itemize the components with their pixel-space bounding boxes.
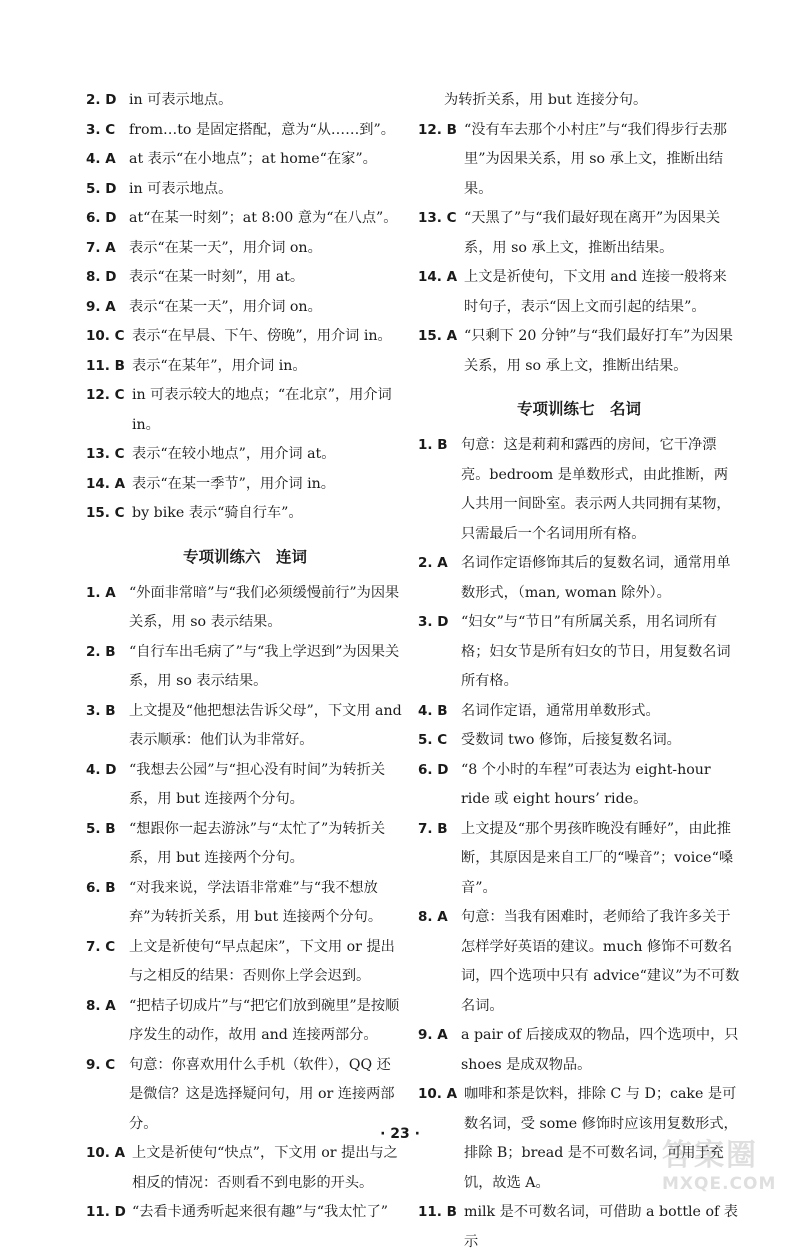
answer-item — [86, 234, 404, 264]
answer-number: 11. B — [86, 357, 125, 374]
answer-item — [86, 352, 404, 382]
answer-explanation: 表示“在某一天”，用介词 on。 — [129, 298, 322, 315]
answer-item — [86, 322, 404, 352]
answer-number: 11. D — [86, 1204, 126, 1220]
answer-explanation: “外面非常暗”与“我们必须缓慢前行”为因果关系，用 so 表示结果。 — [129, 584, 400, 630]
answer-item — [86, 499, 404, 529]
answer-number: 4. B — [418, 702, 448, 719]
answer-explanation: 表示“在较小地点”，用介词 at。 — [132, 446, 336, 462]
answer-item — [418, 549, 740, 608]
answer-number: 14. A — [86, 475, 126, 492]
answer-explanation: “自行车出毛病了”与“我上学迟到”为因果关系，用 so 表示结果。 — [129, 643, 400, 689]
answer-explanation: milk 是不可数名词，可借助 a bottle of 表示 — [464, 1204, 738, 1250]
answer-number: 9. A — [86, 298, 116, 315]
right-column — [418, 86, 740, 1257]
answer-number: 13. C — [418, 210, 457, 226]
answer-number: 15. C — [86, 505, 125, 521]
answer-explanation: a pair of 后接成双的物品，四个选项中，只 shoes 是成双物品。 — [461, 1027, 739, 1073]
answer-explanation: “对我来说，学法语非常难”与“我不想放弃”为转折关系，用 but 连接两个分句。 — [129, 879, 383, 925]
answer-explanation: 上文是祈使句，下文用 and 连接一般将来时句子，表示“因上文而引起的结果”。 — [464, 269, 727, 315]
answer-explanation: “想跟你一起去游泳”与“太忙了”为转折关系，用 but 连接两个分句。 — [129, 820, 386, 866]
continuation-text: 为转折关系，用 but 连接分句。 — [444, 92, 648, 108]
right-answers-conjunctions — [418, 116, 740, 382]
answer-number: 12. B — [418, 121, 457, 138]
answer-number: 6. B — [86, 879, 116, 896]
answer-explanation: “去看卡通秀听起来很有趣”与“我太忙了” — [132, 1204, 389, 1220]
answer-number: 5. B — [86, 820, 116, 837]
answer-item — [86, 638, 404, 697]
left-answers-prepositions — [86, 86, 404, 529]
answer-number: 2. A — [418, 555, 448, 571]
answer-number: 7. B — [418, 820, 448, 837]
answer-item — [418, 756, 740, 815]
answer-explanation: “只剩下 20 分钟”与“我们最好打车”为因果关系，用 so 承上文，推断出结果。 — [464, 328, 733, 374]
answer-explanation: at“在某一时刻”；at 8:00 意为“在八点”。 — [129, 210, 398, 226]
section-heading-conjunctions: 专项训练六 连词 — [182, 547, 307, 566]
answer-number: 5. C — [418, 732, 448, 748]
answer-explanation: “我想去公园”与“担心没有时间”为转折关系，用 but 连接两个分句。 — [129, 761, 386, 807]
answer-explanation: 句意：这是莉莉和露西的房间，它干净漂亮。bedroom 是单数形式，由此推断，两人共用一间卧室。表示两人共同拥有某物，只需最后一个名词用所有格。 — [461, 437, 731, 542]
answer-number: 8. D — [86, 269, 117, 285]
answer-item — [418, 116, 740, 205]
answer-item — [418, 697, 740, 727]
answer-number: 7. A — [86, 239, 116, 256]
answer-explanation: “没有车去那个小村庄”与“我们得步行去那里”为因果关系，用 so 承上文，推断出结果。 — [464, 121, 727, 197]
answer-number: 10. C — [86, 328, 125, 344]
answer-number: 8. A — [86, 997, 116, 1014]
answer-explanation: 句意：你喜欢用什么手机（软件），QQ 还是微信？这是选择疑问句，用 or 连接两部分。 — [129, 1056, 395, 1132]
left-column — [86, 86, 404, 1228]
answer-explanation: “8 个小时的车程”可表达为 eight-hour ride 或 eight hours’ ride。 — [461, 761, 711, 807]
answer-item — [418, 815, 740, 904]
answer-explanation: 受数词 two 修饰，后接复数名词。 — [461, 732, 681, 748]
answer-item — [86, 874, 404, 933]
section-heading-nouns: 专项训练七 名词 — [516, 400, 641, 418]
answer-explanation: from…to 是固定搭配，意为“从……到”。 — [129, 121, 395, 138]
answer-item — [418, 1021, 740, 1080]
answer-item — [86, 697, 404, 756]
answer-explanation: in 可表示地点。 — [129, 92, 233, 108]
answer-item — [86, 175, 404, 205]
answer-explanation: 表示“在某年”，用介词 in。 — [132, 357, 307, 374]
watermark-text-en: MXQE.COM — [662, 1174, 777, 1194]
answer-item — [86, 1139, 404, 1198]
answer-number: 2. D — [86, 92, 117, 108]
answer-number: 3. B — [86, 702, 116, 719]
answer-explanation: 上文是祈使句“快点”，下文用 or 提出与之相反的情况：否则看不到电影的开头。 — [132, 1145, 398, 1191]
answer-number: 8. A — [418, 909, 448, 925]
answer-item — [86, 440, 404, 470]
answer-item — [86, 579, 404, 638]
answer-item — [418, 204, 740, 263]
answer-number: 7. C — [86, 938, 116, 955]
answer-number: 9. A — [418, 1027, 448, 1043]
answer-explanation: in 可表示较大的地点；“在北京”，用介词 in。 — [132, 387, 392, 433]
answer-number: 4. A — [86, 151, 116, 167]
answer-explanation: 上文提及“那个男孩昨晚没有睡好”，由此推断，其原因是来自工厂的“噪音”；voice“嗓音”。 — [461, 820, 734, 896]
answer-item — [418, 726, 740, 756]
answer-number: 10. A — [86, 1145, 126, 1161]
answer-explanation: 表示“在某一季节”，用介词 in。 — [132, 475, 335, 492]
answer-number: 11. B — [418, 1204, 457, 1220]
answer-item — [86, 933, 404, 992]
answer-explanation: 上文提及“他把想法告诉父母”，下文用 and 表示顺承：他们认为非常好。 — [129, 702, 402, 748]
answer-explanation: in 可表示地点。 — [129, 180, 233, 197]
answer-item — [86, 293, 404, 323]
answer-explanation: 句意：当我有困难时，老师给了我许多关于怎样学好英语的建议。much 修饰不可数名词，四个选项中只有 advice“建议”为不可数名词。 — [461, 909, 740, 1014]
answer-explanation: 咖啡和茶是饮料，排除 C 与 D；cake 是可数名词，受 some 修饰时应该用复数形式，排除 B；bread 是不可数名词，可用于充饥，故选 A。 — [464, 1086, 738, 1191]
answer-explanation: by bike 表示“骑自行车”。 — [132, 505, 303, 521]
answer-explanation: 表示“在早晨、下午、傍晚”，用介词 in。 — [132, 328, 392, 344]
answer-item — [418, 903, 740, 1021]
answer-number: 15. A — [418, 328, 458, 344]
answer-explanation: “妇女”与“节日”有所属关系，用名词所有格；妇女节是所有妇女的节日，用复数名词所有格。 — [461, 614, 731, 689]
answer-item — [418, 322, 740, 381]
answer-number: 1. B — [418, 437, 448, 453]
answer-number: 9. C — [86, 1056, 116, 1073]
answer-item — [418, 263, 740, 322]
answer-item — [86, 145, 404, 175]
answer-explanation: 名词作定语，通常用单数形式。 — [461, 702, 660, 719]
answer-number: 6. D — [86, 210, 117, 226]
page-number: · 23 · — [380, 1126, 420, 1142]
answer-item — [418, 608, 740, 697]
answer-number: 5. D — [86, 180, 117, 197]
answer-explanation: at 表示“在小地点”；at home“在家”。 — [129, 151, 377, 167]
answer-item — [86, 815, 404, 874]
answer-item — [86, 1198, 404, 1228]
answer-explanation: 表示“在某一天”，用介词 on。 — [129, 239, 322, 256]
answer-item — [86, 86, 404, 116]
answer-number: 6. D — [418, 761, 449, 778]
answer-explanation: 表示“在某一时刻”，用 at。 — [129, 269, 305, 285]
answer-number: 3. C — [86, 121, 116, 138]
answer-explanation: 上文是祈使句“早点起床”，下文用 or 提出与之相反的结果：否则你上学会迟到。 — [129, 938, 395, 984]
answer-item — [418, 431, 740, 549]
answer-number: 4. D — [86, 761, 117, 778]
answer-item — [86, 204, 404, 234]
answer-item — [86, 263, 404, 293]
answer-number: 1. A — [86, 584, 116, 601]
answer-number: 10. A — [418, 1086, 458, 1102]
answer-item — [86, 381, 404, 440]
answer-explanation: 名词作定语修饰其后的复数名词，通常用单数形式，（man, woman 除外）。 — [461, 555, 731, 601]
answer-item — [86, 992, 404, 1051]
answer-number: 13. C — [86, 446, 125, 462]
watermark-text-cn: 答案圈 — [662, 1138, 758, 1173]
answer-number: 14. A — [418, 269, 458, 285]
answer-explanation: “把桔子切成片”与“把它们放到碗里”是按顺序发生的动作，故用 and 连接两部分。 — [129, 997, 400, 1043]
answer-item — [86, 470, 404, 500]
answer-number: 3. D — [418, 614, 449, 630]
answer-item — [86, 756, 404, 815]
answer-number: 12. C — [86, 387, 125, 403]
answer-item — [418, 1198, 740, 1257]
answer-item — [86, 116, 404, 146]
watermark-logo — [662, 1130, 792, 1194]
answer-explanation: “天黑了”与“我们最好现在离开”为因果关系，用 so 承上文，推断出结果。 — [464, 210, 721, 256]
answer-number: 2. B — [86, 643, 116, 660]
